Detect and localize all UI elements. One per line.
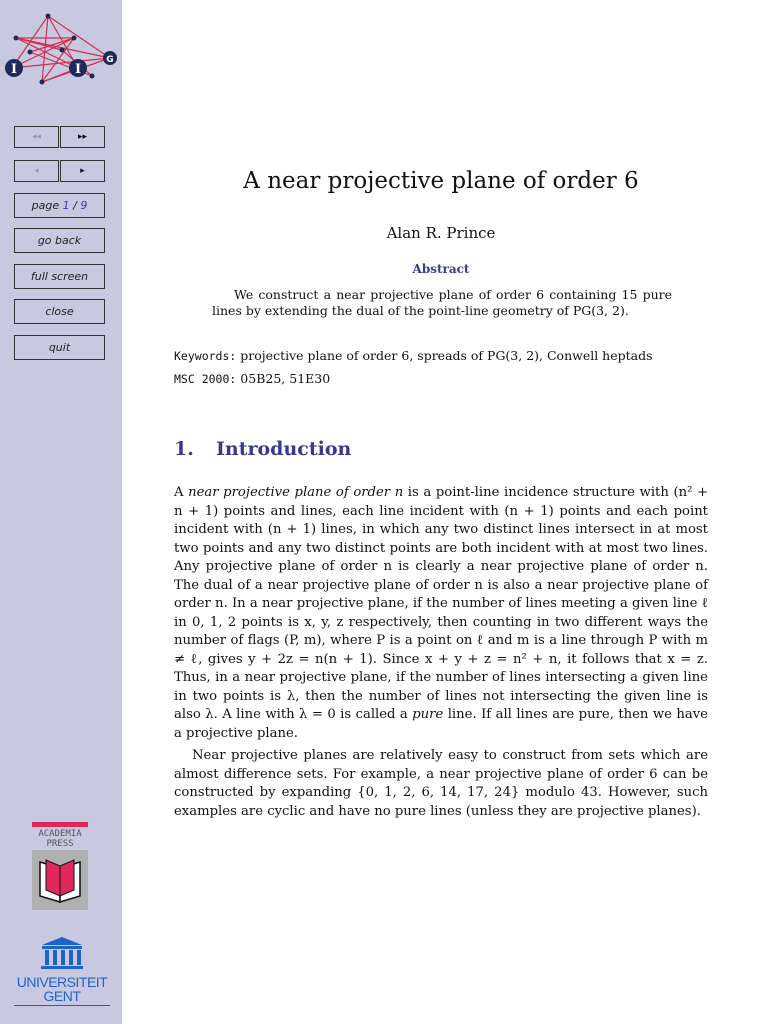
ugent-logo [14, 935, 110, 1006]
academia-bar [32, 822, 88, 827]
go-back-button[interactable]: go back [14, 228, 105, 253]
page-current: 1 [62, 199, 70, 212]
navigation-sidebar [0, 0, 122, 1024]
ugent-line2: GENT [43, 988, 81, 1004]
msc-text: 05B25, 51E30 [240, 371, 331, 386]
ugent-line1: UNIVERSITEIT [16, 974, 108, 990]
next-page-button[interactable] [60, 160, 105, 182]
academia-line2: PRESS [46, 839, 74, 849]
para1-start: A [174, 485, 189, 500]
logo-letter-g: G [106, 55, 114, 65]
para1-middle: is a point-line incidence structure with (n² + n + 1) points and lines, each line incident with (n + 1) points and each point incident with (n + 1) lines, in which any two distinct lines intersect in at most two points and any two distinct points are both incident with at most two lines. Any projective plane of order n is clearly a near projective plane of order n. The dual of a near projective plane of order n is also a near projective plane of order n. In a near projective plane, if the number of lines meeting a given line ℓ in 0, 1, 2 points is x, y, z respectively, then counting in two different ways the number of flags (P, m), where P is a point on ℓ and m is a line through P with m ≠ ℓ, gives y + 2z = n(n + 1). Since x + y + z = n² + n, it follows that x = z. Thus, in a near projective plane, if the number of lines intersecting a given line in two points is λ, then the number of lines not intersecting the given line is also λ. A line with λ = 0 is called a [174, 485, 709, 722]
close-button[interactable]: close [14, 299, 105, 324]
abstract-heading: Abstract [412, 262, 470, 276]
page-sep: / [73, 199, 77, 212]
msc-line [174, 371, 330, 386]
university-building-icon [38, 935, 86, 971]
page-indicator[interactable] [14, 193, 105, 218]
para1-end: line. If all lines are pure, then we have a projective plane. [174, 707, 708, 741]
prev-page-button[interactable] [14, 160, 59, 182]
iig-logo [2, 10, 120, 95]
abstract-text: We construct a near projective plane of order 6 containing 15 pure lines by extending the dual of the point-line geometry of PG(3, 2). [212, 287, 672, 318]
academia-press-logo [32, 822, 88, 849]
para2-text: Near projective planes are relatively easy to construct from sets which are almost difference sets. For example, a near projective plane of order 6 can be constructed by expanding {0, 1, 2, 6, 14, 17, 24} modulo 43. However, such examples are cyclic and have no pure lines (unless they are projective planes). [174, 748, 708, 819]
arrow-right-icon: ▸ [80, 166, 85, 176]
keywords-label: Keywords: [174, 349, 237, 363]
page-total: 9 [80, 199, 88, 212]
section-heading [174, 438, 351, 460]
para1-pure: pure [412, 707, 444, 722]
para1-term: near projective plane of order n [188, 485, 404, 500]
academia-line1: ACADEMIA [38, 829, 82, 839]
full-screen-button[interactable]: full screen [14, 264, 105, 289]
arrow-left-icon: ◂ [34, 166, 39, 176]
first-page-button[interactable] [14, 126, 59, 148]
section-title: Introduction [216, 438, 352, 460]
body-paragraph-2 [174, 747, 708, 821]
paper-title: A near projective plane of order 6 [243, 168, 639, 194]
logo-letter-i1: I [10, 62, 18, 77]
body-paragraph-1 [174, 484, 708, 743]
paper-author: Alan R. Prince [386, 224, 496, 242]
page-prefix: page [31, 199, 60, 212]
keywords-text: projective plane of order 6, spreads of PG(3, 2), Conwell heptads [240, 348, 653, 363]
keywords-line [174, 348, 653, 363]
section-number: 1. [174, 438, 194, 460]
last-page-button[interactable] [60, 126, 105, 148]
rewind-icon: ◂◂ [31, 132, 42, 142]
msc-label: MSC 2000: [174, 372, 237, 386]
logo-letter-i2: I [74, 62, 82, 77]
quit-button[interactable]: quit [14, 335, 105, 360]
book-icon [32, 850, 88, 910]
fast-forward-icon: ▸▸ [77, 132, 88, 142]
ugent-underline [14, 1005, 110, 1006]
